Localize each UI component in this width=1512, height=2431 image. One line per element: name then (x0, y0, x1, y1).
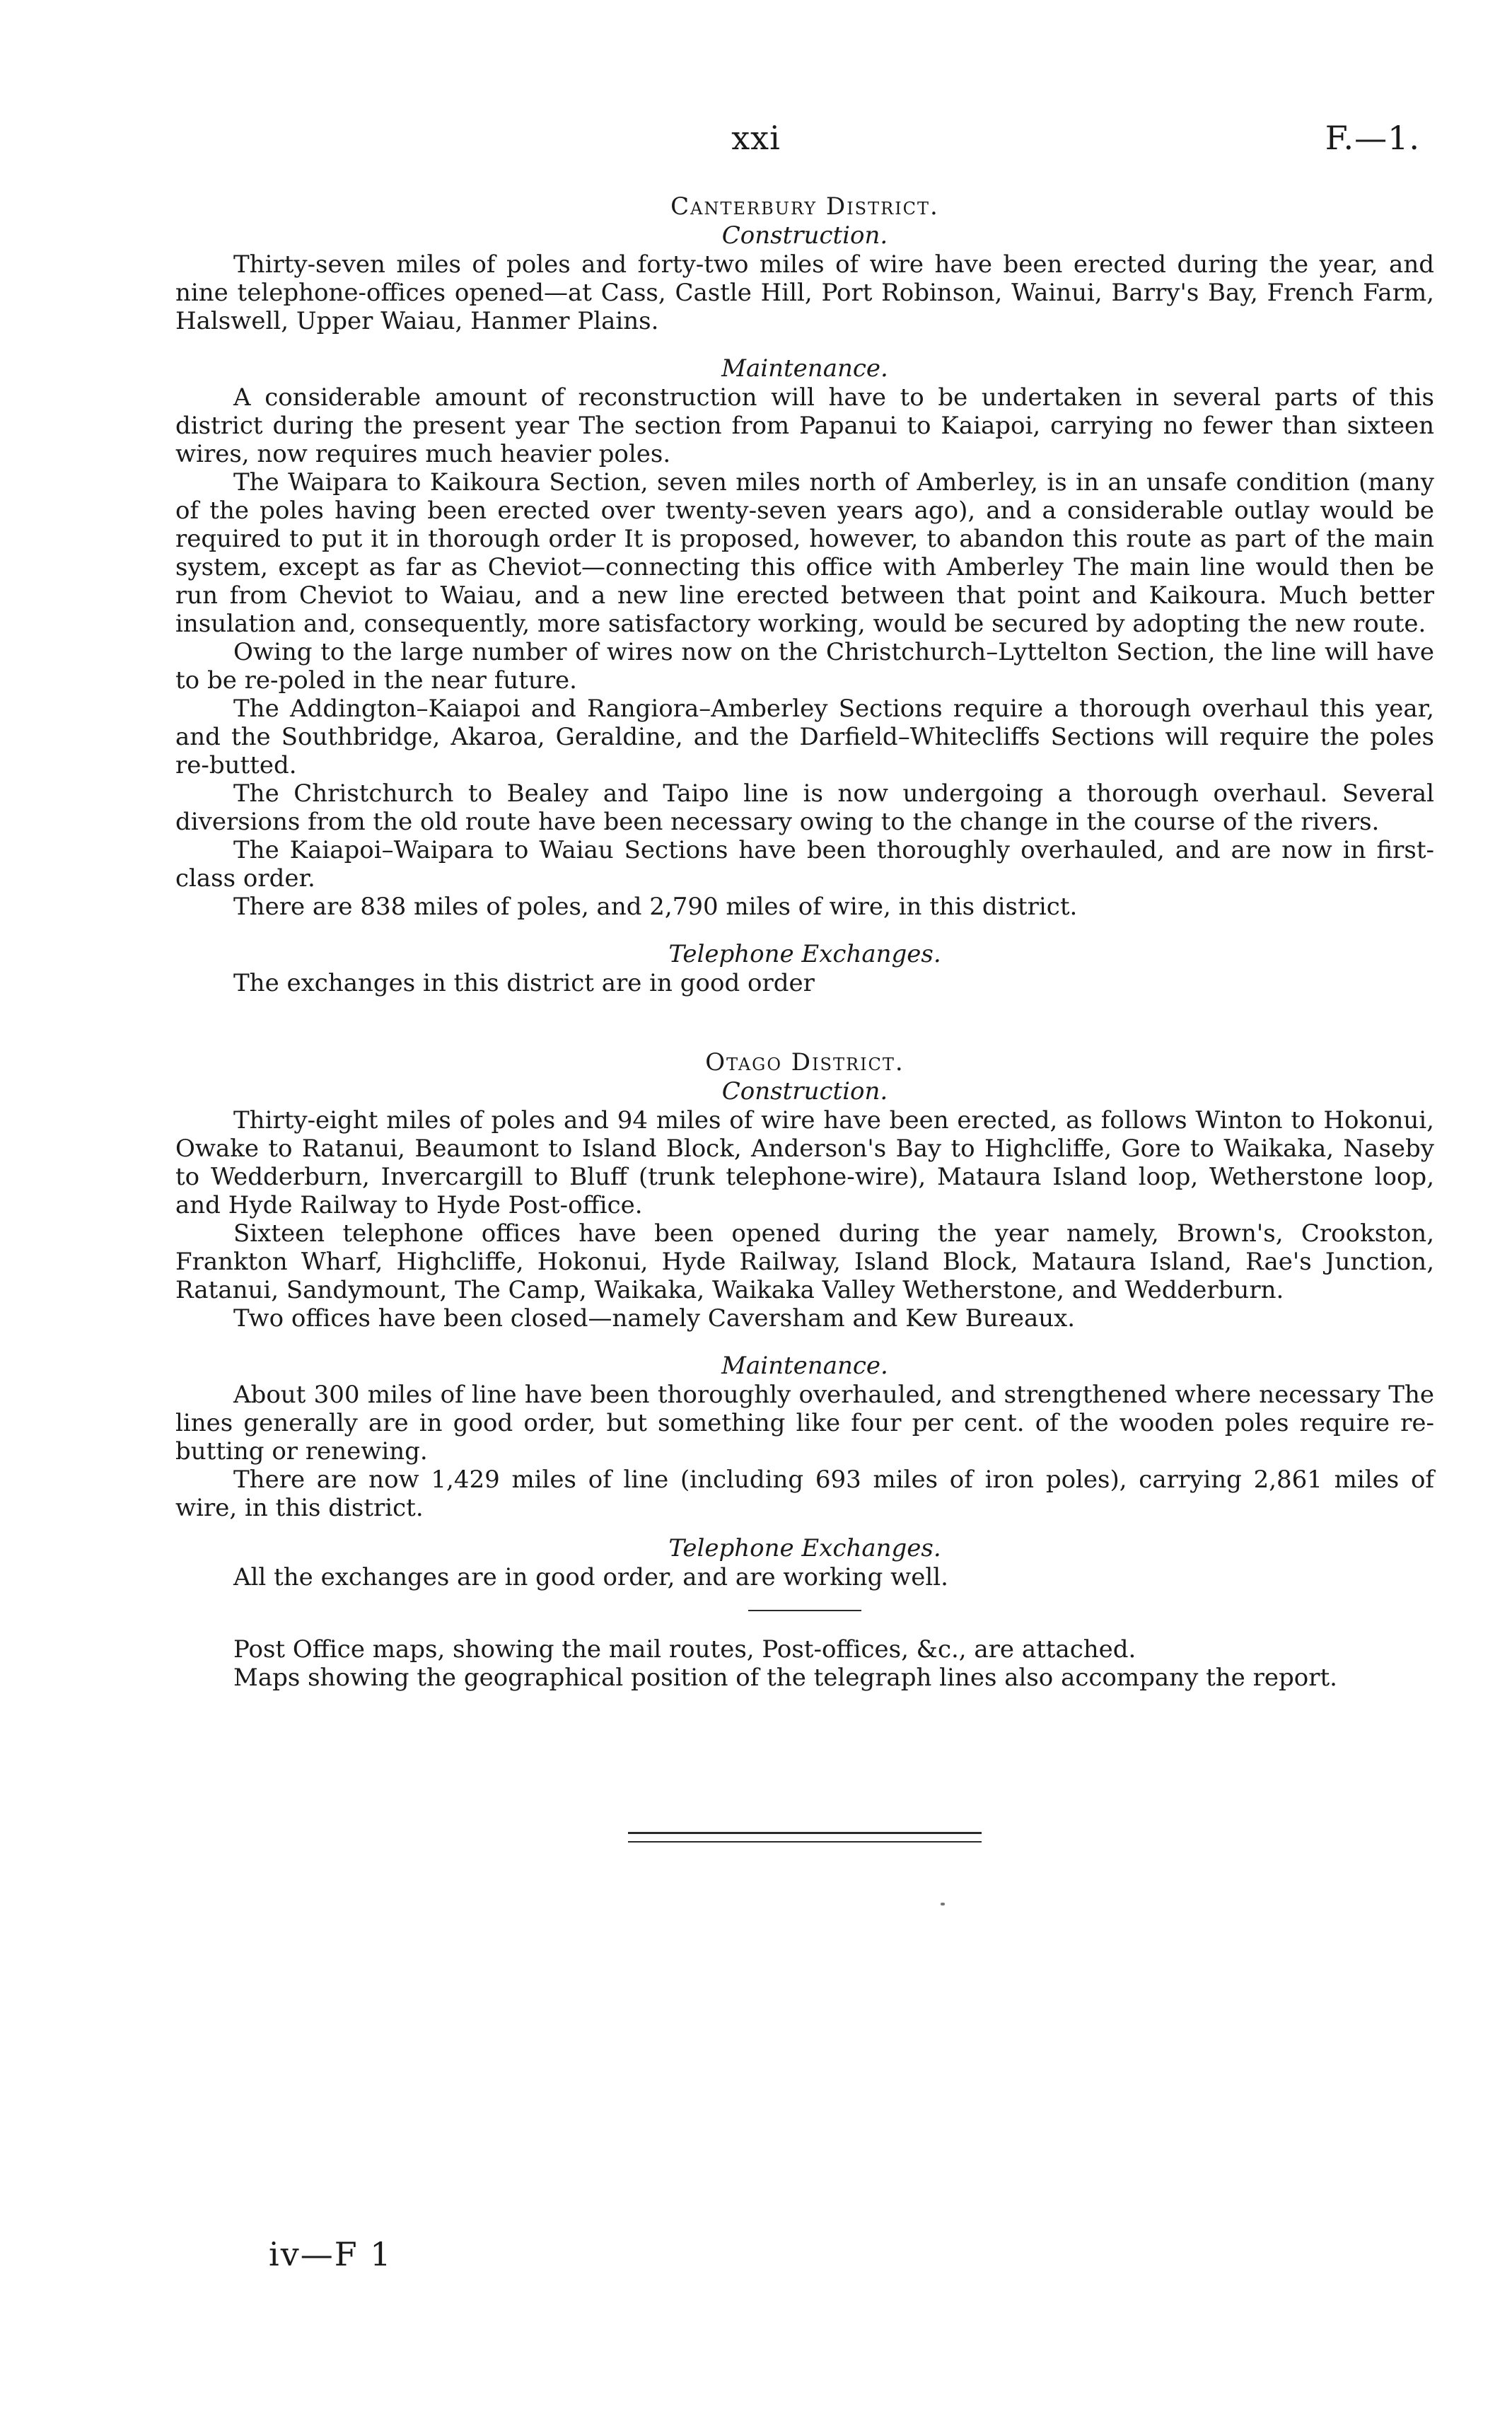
closing-section (175, 1635, 1434, 1692)
paragraph: The Christchurch to Bealey and Taipo line is now undergoing a thorough overhaul. Several diversions from the old route have been necessary owing to the change in the course of the rivers. (175, 779, 1434, 836)
paragraph: About 300 miles of line have been thoroughly overhauled, and strengthened where necessary The lines generally are in good order, but something like four per cent. of the wooden poles require re-butting or renewing. (175, 1381, 1434, 1466)
paragraph: The exchanges in this district are in good order (233, 969, 815, 997)
otago-exchanges-heading: Telephone Exchanges. (668, 1534, 941, 1562)
otago-heading: Otago District. (705, 1048, 905, 1077)
print-speck (941, 1903, 945, 1905)
otago-section (175, 1048, 1434, 1591)
paragraph: Owing to the large number of wires now on the Christchurch–Lyttelton Section, the line will have to be re-poled in the near future. (175, 638, 1434, 695)
paragraph: Maps showing the geographical position of the telegraph lines also accompany the report. (233, 1664, 1337, 1692)
canterbury-construction-heading: Construction. (721, 221, 888, 250)
section-divider (748, 1610, 861, 1611)
paragraph: There are now 1,429 miles of line (including 693 miles of iron poles), carrying 2,861 miles of wire, in this district. (175, 1466, 1434, 1522)
canterbury-heading: Canterbury District. (670, 192, 939, 221)
paragraph: Two offices have been closed—namely Caversham and Kew Bureaux. (233, 1304, 1076, 1333)
paragraph: The Waipara to Kaikoura Section, seven miles north of Amberley, is in an unsafe condition (many of the poles having been erected over twenty-seven years ago), and a considerable outlay would be required to put it in thorough order It is proposed, however, to abandon this route as part of the main system, except as far as Cheviot—connecting this office with Amberley The main line would then be run from Cheviot to Waiau, and a new line erected between that point and Kaikoura. Much better insulation and, consequently, more satisfactory working, would be secured by adopting the new route. (175, 468, 1434, 638)
canterbury-exchanges-heading: Telephone Exchanges. (668, 940, 941, 968)
body-content (175, 192, 1434, 1692)
document-reference: F.—1. (1325, 119, 1420, 157)
otago-construction-heading: Construction. (721, 1077, 888, 1106)
otago-maintenance-heading: Maintenance. (721, 1352, 888, 1380)
page-number: xxi (731, 119, 781, 157)
paragraph: Thirty-eight miles of poles and 94 miles of wire have been erected, as follows Winton to Hokonui, Owake to Ratanui, Beaumont to Island Block, Anderson's Bay to Highcliffe, Gore to Waikaka, Naseby to Wedderburn, Invercargill to Bluff (trunk telephone-wire), Mataura Island loop, Wetherstone loop, and Hyde Railway to Hyde Post-office. (175, 1106, 1434, 1219)
paragraph: Post Office maps, showing the mail routes, Post-offices, &c., are attached. (233, 1635, 1136, 1664)
paragraph: The Kaiapoi–Waipara to Waiau Sections have been thoroughly overhauled, and are now in first-class order. (175, 836, 1434, 893)
paragraph: A considerable amount of reconstruction will have to be undertaken in several parts of this district during the present year The section from Papanui to Kaiapoi, carrying no fewer than sixteen wires, now requires much heavier poles. (175, 383, 1434, 468)
paragraph: Thirty-seven miles of poles and forty-two miles of wire have been erected during the year, and nine telephone-offices opened—at Cass, Castle Hill, Port Robinson, Wainui, Barry's Bay, French Farm, Halswell, Upper Waiau, Hanmer Plains. (175, 250, 1434, 335)
paragraph: All the exchanges are in good order, and are working well. (233, 1563, 948, 1591)
end-rule (628, 1832, 982, 1843)
canterbury-maintenance-heading: Maintenance. (721, 354, 888, 383)
signature-mark: iv—F 1 (269, 2235, 392, 2273)
paragraph: Sixteen telephone offices have been opened during the year namely, Brown's, Crookston, Frankton Wharf, Highcliffe, Hokonui, Hyde Railway, Island Block, Mataura Island, Rae's Junction, Ratanui, Sandymount, The Camp, Waikaka, Waikaka Valley Wetherstone, and Wedderburn. (175, 1219, 1434, 1304)
paragraph: There are 838 miles of poles, and 2,790 miles of wire, in this district. (233, 893, 1078, 921)
paragraph: The Addington–Kaiapoi and Rangiora–Amberley Sections require a thorough overhaul this year, and the Southbridge, Akaroa, Geraldine, and the Darfield–Whitecliffs Sections will require the poles re-butted. (175, 695, 1434, 779)
canterbury-section (175, 192, 1434, 997)
